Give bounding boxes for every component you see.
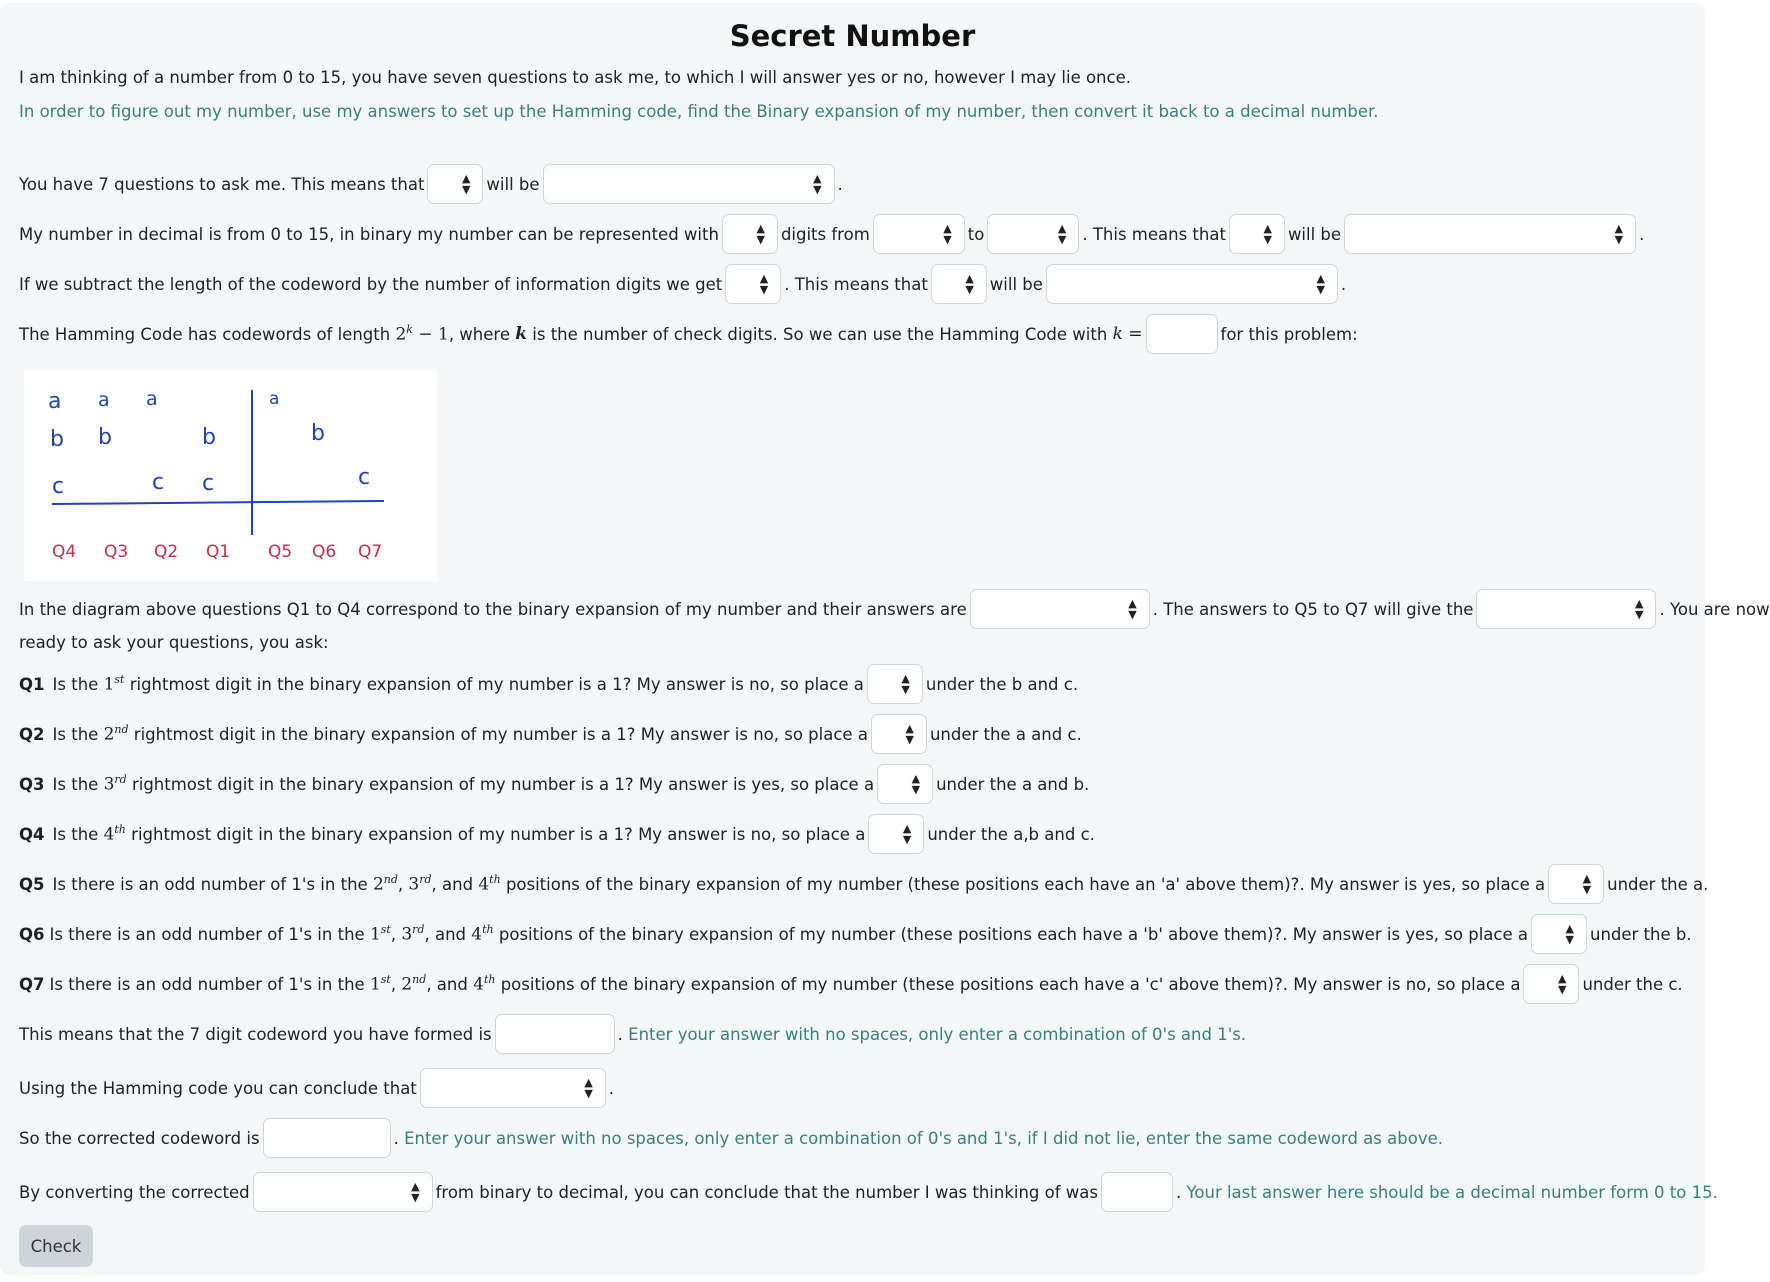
text: under the a,b and c. xyxy=(927,824,1095,844)
ord-suffix: st xyxy=(380,923,391,937)
ord-num: 1 xyxy=(103,674,115,695)
hamming-diagram xyxy=(24,370,437,581)
text: Is the xyxy=(52,724,99,744)
diagram-a: a xyxy=(48,389,62,414)
up-down-arrows-icon: ▲ ▼ xyxy=(461,172,471,196)
text: Is there is an odd number of 1's in the xyxy=(52,874,368,894)
line-questions-count xyxy=(19,164,843,204)
diagram-a: a xyxy=(98,389,110,411)
diagram-c: c xyxy=(202,471,215,496)
text: , and xyxy=(431,874,474,894)
text: . You are now xyxy=(1659,599,1770,619)
select-q4[interactable] xyxy=(868,814,924,854)
instruction-span: In order to figure out my number, use my answers to set up the Hamming code, find the Binary expansion of my number, then convert it back to a decimal number. xyxy=(19,101,1379,121)
ord-suffix: rd xyxy=(419,873,432,887)
text: In the diagram above questions Q1 to Q4 correspond to the binary expansion of my number and their answers are xyxy=(19,599,967,619)
text: positions of the binary expansion of my number (these positions each have an 'a' above them)?. My answer is yes, so place a xyxy=(505,874,1546,894)
text: This means that the 7 digit codeword you have formed is xyxy=(19,1024,492,1044)
text: . xyxy=(837,174,843,194)
math-ordinal xyxy=(408,873,431,895)
ord-suffix: nd xyxy=(383,873,398,887)
text: . The answers to Q5 to Q7 will give the xyxy=(1152,599,1474,619)
select-l2-from[interactable] xyxy=(873,214,965,254)
math-ordinal xyxy=(373,873,398,895)
up-down-arrows-icon: ▲ ▼ xyxy=(911,772,921,796)
diagram-label-q4: Q4 xyxy=(52,542,77,562)
page-title: Secret Number xyxy=(729,19,976,53)
q-label: Q6 xyxy=(19,924,45,944)
hint-codeword: Enter your answer with no spaces, only enter a combination of 0's and 1's. xyxy=(628,1024,1247,1044)
select-l3-difference[interactable] xyxy=(725,264,781,304)
up-down-arrows-icon: ▲ ▼ xyxy=(1263,222,1272,246)
select-q2[interactable] xyxy=(871,714,927,754)
text: will be xyxy=(989,274,1043,294)
ord-num: 1 xyxy=(369,924,381,945)
select-l2-digits[interactable] xyxy=(722,214,778,254)
text: Is the xyxy=(52,824,99,844)
line-ready xyxy=(19,622,329,662)
input-k[interactable] xyxy=(1146,314,1218,354)
diagram-b: b xyxy=(98,425,112,450)
text: under the b. xyxy=(1589,924,1692,944)
text: , and xyxy=(426,974,468,994)
math-ordinal xyxy=(471,923,493,945)
ord-suffix: th xyxy=(114,823,126,837)
select-l2-symbol[interactable] xyxy=(1229,214,1285,254)
text: will be xyxy=(1287,224,1342,244)
diagram-c: c xyxy=(152,470,165,495)
diagram-label-q1: Q1 xyxy=(206,542,231,562)
select-l2-value[interactable] xyxy=(1344,214,1636,254)
input-codeword[interactable] xyxy=(495,1014,615,1054)
ord-suffix: rd xyxy=(114,773,127,787)
intro-span: I am thinking of a number from 0 to 15, you have seven questions to ask me, to which I will answer yes or no, however I may lie once. xyxy=(19,67,1131,87)
text: If we subtract the length of the codeword by the number of information digits we get xyxy=(19,274,723,294)
instruction-text xyxy=(19,91,1379,131)
question-card xyxy=(0,3,1770,1275)
ord-num: 4 xyxy=(471,924,483,945)
question-q4 xyxy=(19,814,1095,854)
hint-final: Your last answer here should be a decimal number form 0 to 15. xyxy=(1186,1182,1718,1202)
text: is the number of check digits. So we can use the Hamming Code with xyxy=(532,324,1108,344)
text: positions of the binary expansion of my number (these positions each have a 'c' above them)?. My answer is no, so place a xyxy=(500,974,1521,994)
diagram-c: c xyxy=(358,465,371,490)
text: . xyxy=(617,1024,623,1044)
text: rightmost digit in the binary expansion of my number is a 1? My answer is yes, so place a xyxy=(131,774,875,794)
text: . xyxy=(393,1128,399,1148)
ord-num: 4 xyxy=(478,874,490,895)
text: under the c. xyxy=(1582,974,1683,994)
select-q3[interactable] xyxy=(877,764,933,804)
hint-corrected: Enter your answer with no spaces, only enter a combination of 0's and 1's, if I did not lie, enter the same codeword as above. xyxy=(404,1128,1443,1148)
diagram-b: b xyxy=(202,425,216,450)
diagram-label-q7: Q7 xyxy=(358,542,383,562)
up-down-arrows-icon: ▲ ▼ xyxy=(1565,922,1574,946)
math-exp: k xyxy=(406,323,413,337)
ord-suffix: st xyxy=(114,673,125,687)
text: rightmost digit in the binary expansion of my number is a 1? My answer is no, so place a xyxy=(129,674,864,694)
text: The Hamming Code has codewords of length xyxy=(19,324,391,344)
diagram-label-q6: Q6 xyxy=(312,542,337,562)
question-q3 xyxy=(19,764,1089,804)
ord-suffix: nd xyxy=(114,723,129,737)
up-down-arrows-icon: ▲ ▼ xyxy=(901,672,910,696)
q-label: Q2 xyxy=(19,724,45,744)
select-converted[interactable] xyxy=(253,1172,433,1212)
math-ordinal xyxy=(370,923,391,945)
text: rightmost digit in the binary expansion of my number is a 1? My answer is no, so place a xyxy=(131,824,866,844)
text: Using the Hamming code you can conclude that xyxy=(19,1078,417,1098)
question-q2 xyxy=(19,714,1082,754)
select-conclusion[interactable] xyxy=(420,1068,606,1108)
question-q5 xyxy=(19,864,1708,904)
ord-suffix: rd xyxy=(412,923,425,937)
up-down-arrows-icon: ▲ ▼ xyxy=(411,1180,420,1204)
text: . xyxy=(608,1078,615,1098)
diagram-b: b xyxy=(50,427,64,452)
text: . This means that xyxy=(784,274,928,294)
text: , xyxy=(390,974,397,994)
math-ordinal xyxy=(104,723,129,745)
select-l5-answers[interactable] xyxy=(970,589,1150,629)
text: under the a and b. xyxy=(936,774,1090,794)
text: Is the xyxy=(52,774,99,794)
diagram-a: a xyxy=(146,388,158,410)
diagram-label-q2: Q2 xyxy=(154,542,179,562)
text: from binary to decimal, you can conclude that the number I was thinking of was xyxy=(435,1182,1098,1202)
up-down-arrows-icon: ▲ ▼ xyxy=(1582,872,1592,896)
text: Is there is an odd number of 1's in the xyxy=(49,974,365,994)
text: Is there is an odd number of 1's in the xyxy=(49,924,365,944)
text: for this problem: xyxy=(1220,324,1358,344)
line-conclude xyxy=(19,1068,614,1108)
up-down-arrows-icon: ▲ ▼ xyxy=(1316,272,1325,296)
ord-num: 2 xyxy=(103,724,115,745)
ord-num: 4 xyxy=(473,974,484,995)
ord-suffix: th xyxy=(483,973,496,987)
text: My number in decimal is from 0 to 15, in binary my number can be represented with xyxy=(19,224,719,244)
text: . xyxy=(1176,1182,1182,1202)
q-label: Q4 xyxy=(19,824,45,844)
math-ordinal xyxy=(473,973,495,995)
select-l1-value[interactable] xyxy=(543,164,835,204)
text: So the corrected codeword is xyxy=(19,1128,260,1148)
up-down-arrows-icon: ▲ ▼ xyxy=(759,272,769,296)
q-label: Q7 xyxy=(19,974,45,994)
up-down-arrows-icon: ▲ ▼ xyxy=(756,222,765,246)
up-down-arrows-icon: ▲ ▼ xyxy=(1057,222,1067,246)
text: Is the xyxy=(52,674,99,694)
text: rightmost digit in the binary expansion of my number is a 1? My answer is no, so place a xyxy=(133,724,868,744)
math-ordinal xyxy=(401,923,424,945)
q-label: Q5 xyxy=(19,874,45,894)
ord-suffix: th xyxy=(489,873,501,887)
math-ordinal xyxy=(370,973,391,995)
line-subtract xyxy=(19,264,1346,304)
ord-num: 2 xyxy=(401,974,413,995)
select-l3-value[interactable] xyxy=(1046,264,1338,304)
text: positions of the binary expansion of my number (these positions each have a 'b' above them)?. My answer is yes, so place a xyxy=(498,924,1528,944)
math-minus: − 1 xyxy=(412,324,449,345)
text: . This means that xyxy=(1082,224,1226,244)
line-corrected xyxy=(19,1118,1443,1158)
math-ordinal xyxy=(401,973,426,995)
up-down-arrows-icon: ▲ ▼ xyxy=(1128,597,1137,621)
text: under the b and c. xyxy=(925,674,1079,694)
line-binary-digits xyxy=(19,214,1644,254)
up-down-arrows-icon: ▲ ▼ xyxy=(813,172,822,196)
ord-num: 1 xyxy=(369,974,381,995)
ord-suffix: nd xyxy=(412,973,427,987)
line-convert xyxy=(19,1172,1718,1212)
question-q7 xyxy=(19,964,1683,1004)
math-ordinal xyxy=(478,873,500,895)
ord-num: 3 xyxy=(103,774,115,795)
select-l3-symbol[interactable] xyxy=(931,264,987,304)
ord-suffix: st xyxy=(380,973,391,987)
text: under the a and c. xyxy=(929,724,1082,744)
text: digits from xyxy=(780,224,870,244)
math-k-equals: k = xyxy=(1112,324,1143,344)
ord-num: 2 xyxy=(372,874,384,895)
up-down-arrows-icon: ▲ ▼ xyxy=(1635,597,1644,621)
select-q6[interactable] xyxy=(1531,914,1587,954)
diagram-a: a xyxy=(269,389,280,409)
select-l2-to[interactable] xyxy=(987,214,1079,254)
text: , xyxy=(397,874,404,894)
input-corrected-codeword[interactable] xyxy=(263,1118,391,1158)
diagram-horizontal-line xyxy=(52,501,384,504)
text: . xyxy=(1340,274,1347,294)
check-button[interactable]: Check xyxy=(19,1225,93,1267)
line-hamming-length xyxy=(19,314,1358,354)
ord-num: 3 xyxy=(401,924,413,945)
diagram-c: c xyxy=(52,474,65,499)
input-final-number[interactable] xyxy=(1101,1172,1173,1212)
select-q1[interactable] xyxy=(867,664,923,704)
up-down-arrows-icon: ▲ ▼ xyxy=(584,1076,593,1100)
text: You have 7 questions to ask me. This means that xyxy=(19,174,425,194)
line-codeword xyxy=(19,1014,1246,1054)
up-down-arrows-icon: ▲ ▼ xyxy=(902,822,912,846)
text: under the a. xyxy=(1607,874,1709,894)
text: will be xyxy=(486,174,540,194)
ord-num: 4 xyxy=(103,824,115,845)
select-l5-give[interactable] xyxy=(1476,589,1656,629)
math-base: 2 xyxy=(395,324,407,345)
up-down-arrows-icon: ▲ ▼ xyxy=(1614,222,1624,246)
text: , where xyxy=(448,324,510,344)
select-q5[interactable] xyxy=(1548,864,1604,904)
text: , xyxy=(390,924,397,944)
ord-suffix: th xyxy=(482,923,494,937)
math-k: k xyxy=(515,324,528,344)
question-q6 xyxy=(19,914,1692,954)
ord-num: 3 xyxy=(408,874,420,895)
text: . xyxy=(1639,224,1645,244)
q-label: Q3 xyxy=(19,774,45,794)
select-l1-symbol[interactable] xyxy=(427,164,483,204)
diagram-label-q5: Q5 xyxy=(268,542,293,562)
up-down-arrows-icon: ▲ ▼ xyxy=(943,222,952,246)
select-q7[interactable] xyxy=(1523,964,1579,1004)
diagram-b: b xyxy=(311,421,325,446)
diagram-label-q3: Q3 xyxy=(104,542,129,562)
math-ordinal xyxy=(104,773,127,795)
up-down-arrows-icon: ▲ ▼ xyxy=(1557,972,1567,996)
text: By converting the corrected xyxy=(19,1182,250,1202)
text: ready to ask your questions, you ask: xyxy=(19,632,329,652)
text: , and xyxy=(424,924,467,944)
math-2k-minus-1 xyxy=(395,323,448,345)
question-q1 xyxy=(19,664,1078,704)
text: to xyxy=(967,224,985,244)
q-label: Q1 xyxy=(19,674,45,694)
up-down-arrows-icon: ▲ ▼ xyxy=(905,722,914,746)
math-ordinal xyxy=(104,673,125,695)
up-down-arrows-icon: ▲ ▼ xyxy=(965,272,974,296)
math-ordinal xyxy=(104,823,126,845)
